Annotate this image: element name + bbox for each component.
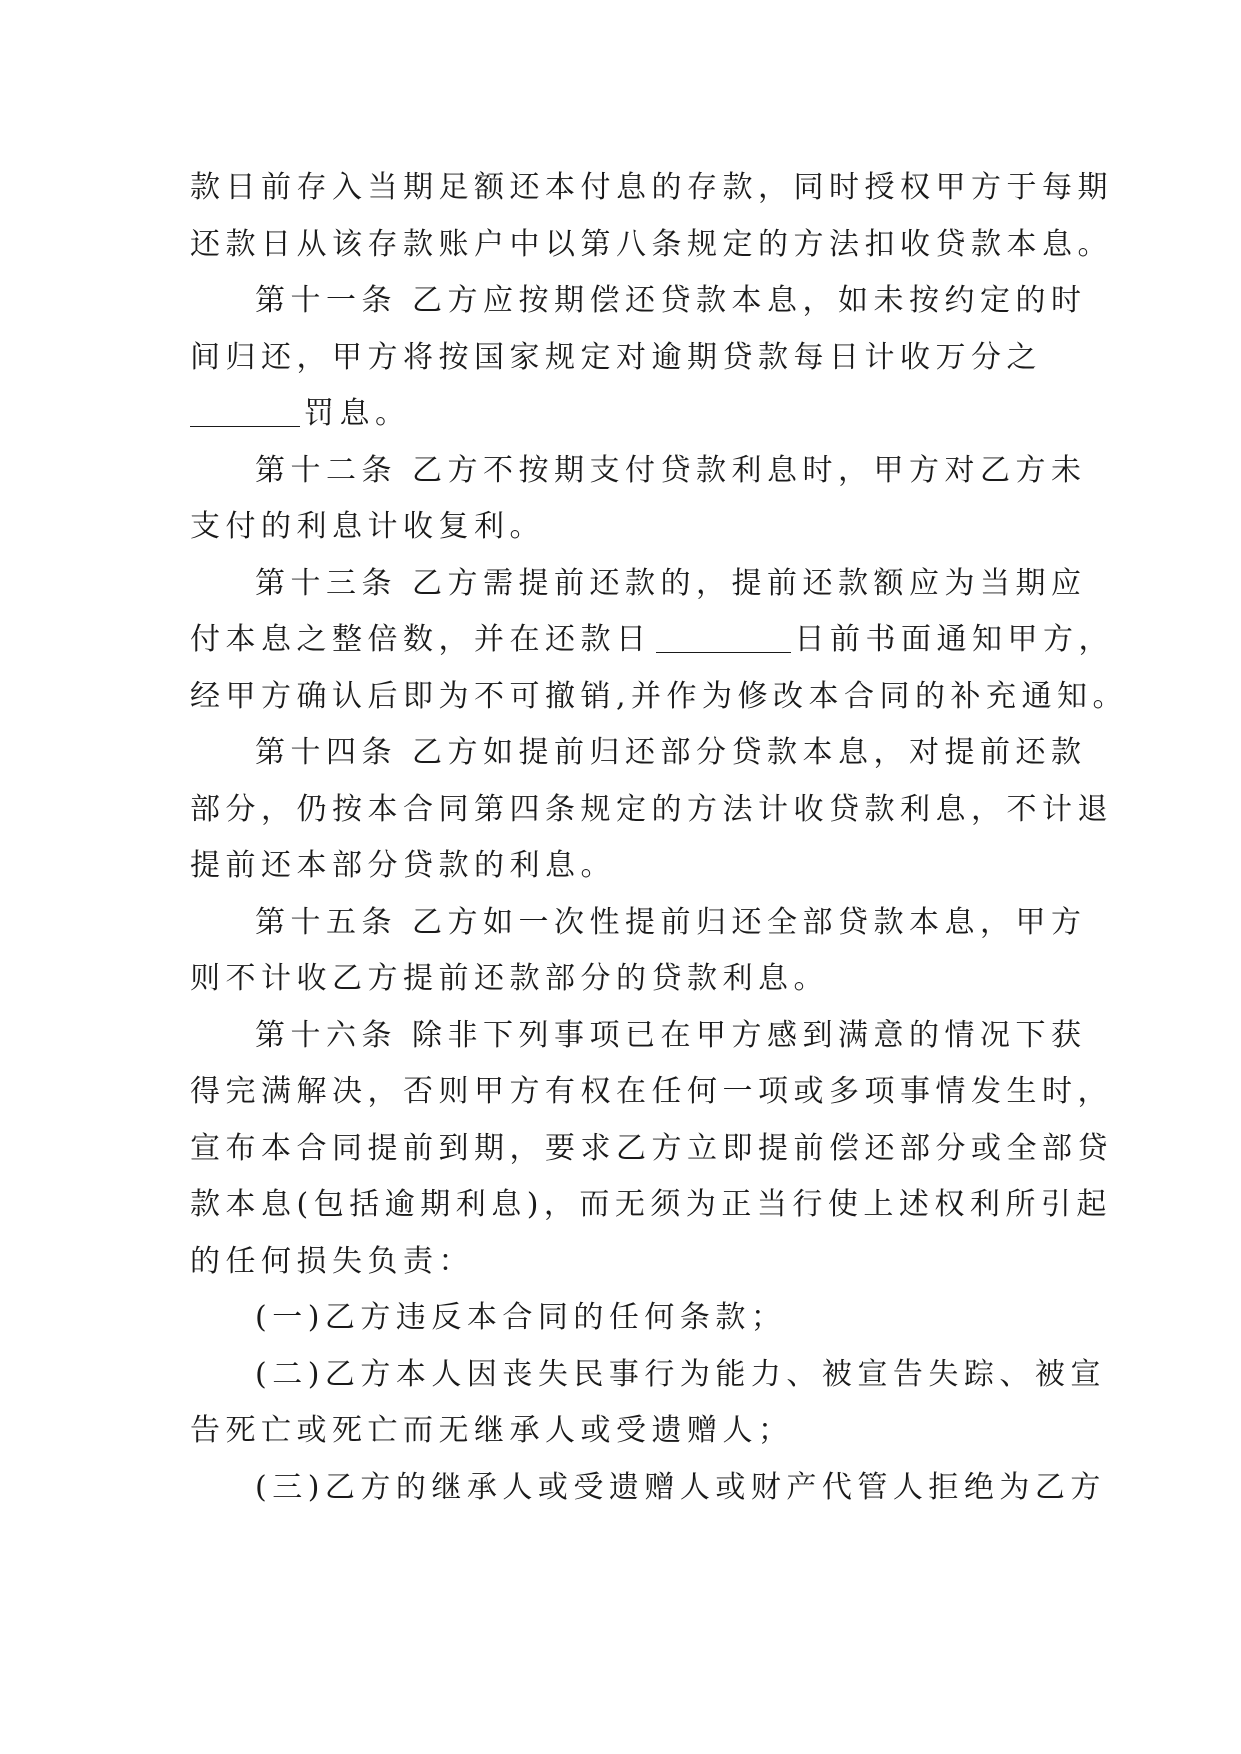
penalty-rate-line [190, 386, 1060, 443]
text-line: 则不计收乙方提前还款部分的贷款利息。 [190, 961, 829, 996]
text-line: 款本息(包括逾期利息)，而无须为正当行使上述权利所引起 [190, 1187, 1112, 1222]
contract-text [190, 160, 1129, 1516]
text-line: 提前还本部分贷款的利息。 [190, 848, 616, 883]
text-line: 得完满解决，否则甲方有权在任何一项或多项事情发生时， [190, 1074, 1113, 1109]
text-fragment: 日前书面通知甲方， [794, 622, 1114, 657]
text-fragment: 付本息之整倍数，并在还款日 [190, 622, 652, 657]
text-fragment: 罚息。 [304, 396, 411, 431]
article-16-line: 第十六条 除非下列事项已在甲方感到满意的情况下获 [255, 1017, 1087, 1053]
article-15-line: 第十五条 乙方如一次性提前归还全部贷款本息，甲方 [255, 904, 1087, 940]
text-line: 经甲方确认后即为不可撤销,并作为修改本合同的补充通知。 [190, 678, 1129, 714]
text-line: 还款日从该存款账户中以第八条规定的方法扣收贷款本息。 [190, 226, 1113, 262]
article-14-line: 第十四条 乙方如提前归还部分贷款本息，对提前还款 [255, 735, 1087, 770]
notice-days-blank [656, 622, 791, 653]
text-line: 部分，仍按本合同第四条规定的方法计收贷款利息，不计退 [190, 791, 1113, 827]
text-line: 告死亡或死亡而无继承人或受遗赠人； [190, 1413, 794, 1448]
text-line: 支付的利息计收复利。 [190, 509, 545, 544]
text-line: 的任何损失负责： [190, 1243, 474, 1279]
list-item-2: (二)乙方本人因丧失民事行为能力、被宣告失踪、被宣 [255, 1356, 1106, 1392]
penalty-rate-blank [190, 396, 300, 427]
text-line: 间归还，甲方将按国家规定对逾期贷款每日计收万分之 [190, 339, 1042, 375]
list-item-1: (一)乙方违反本合同的任何条款； [255, 1300, 787, 1335]
list-item-3: (三)乙方的继承人或受遗赠人或财产代管人拒绝为乙方 [255, 1469, 1106, 1505]
article-13-line: 第十三条 乙方需提前还款的，提前还款额应为当期应 [255, 565, 1087, 601]
notice-days-line [190, 612, 1114, 669]
text-line: 宣布本合同提前到期，要求乙方立即提前偿还部分或全部贷 [190, 1130, 1113, 1166]
article-12-line: 第十二条 乙方不按期支付贷款利息时，甲方对乙方未 [255, 452, 1087, 488]
article-11-line: 第十一条 乙方应按期偿还贷款本息，如未按约定的时 [255, 283, 1087, 318]
text-line: 款日前存入当期足额还本付息的存款，同时授权甲方于每期 [190, 170, 1113, 205]
